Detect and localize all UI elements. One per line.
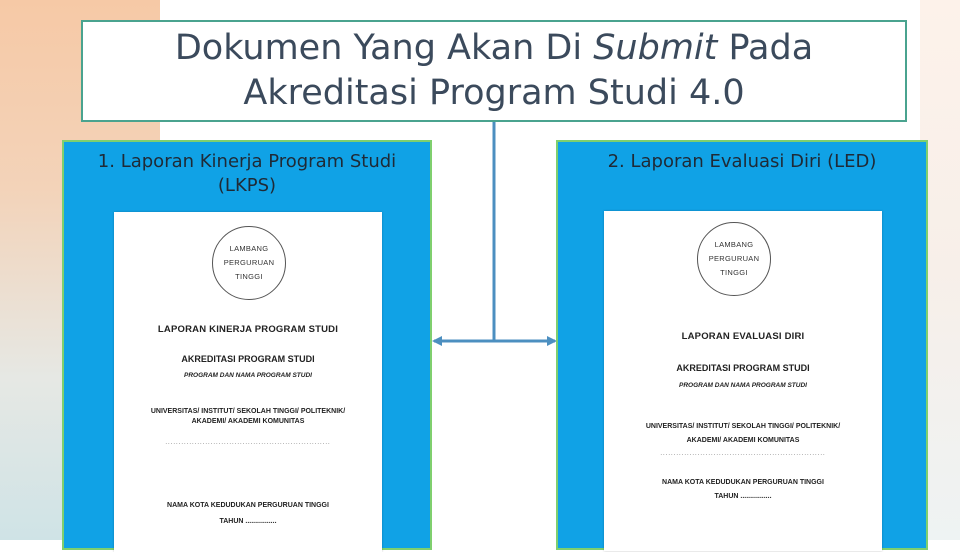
document-subheading: AKREDITASI PROGRAM STUDI <box>181 354 315 364</box>
led-document-cover <box>604 211 882 551</box>
document-institution-line-1: UNIVERSITAS/ INSTITUT/ SEKOLAH TINGGI/ POLITEKNIK/ <box>150 408 346 415</box>
panel-led <box>556 140 928 550</box>
seal-text-line-3: TINGGI <box>720 268 748 277</box>
seal-text-line-2: PERGURUAN <box>223 258 275 267</box>
document-year: TAHUN ................ <box>714 493 772 500</box>
document-subheading: AKREDITASI PROGRAM STUDI <box>676 363 810 373</box>
document-city: NAMA KOTA KEDUDUKAN PERGURUAN TINGGI <box>662 479 824 486</box>
title-box <box>81 20 907 122</box>
seal-text-line-1: LAMBANG <box>714 240 754 249</box>
document-program: PROGRAM DAN NAMA PROGRAM STUDI <box>679 382 807 389</box>
lkps-document-cover <box>114 212 382 552</box>
title-suffix: Pada <box>717 28 814 68</box>
title-line-1 <box>175 26 813 71</box>
document-year: TAHUN ................ <box>219 518 277 525</box>
university-seal-placeholder <box>212 226 286 300</box>
title-italic-word: Submit <box>593 28 718 68</box>
seal-text-line-1: LAMBANG <box>229 244 269 253</box>
document-dotted-line: .............................................................. <box>660 451 826 457</box>
title-line-2: Akreditasi Program Studi 4.0 <box>243 73 745 113</box>
document-institution-line-1: UNIVERSITAS/ INSTITUT/ SEKOLAH TINGGI/ POLITEKNIK/ <box>645 423 841 430</box>
panel-lkps-label: 1. Laporan Kinerja Program Studi (LKPS) <box>97 151 397 196</box>
panel-lkps <box>62 140 432 550</box>
document-heading: LAPORAN KINERJA PROGRAM STUDI <box>157 324 339 335</box>
document-institution-line-2: AKADEMI/ AKADEMI KOMUNITAS <box>191 418 305 425</box>
document-program: PROGRAM DAN NAMA PROGRAM STUDI <box>184 372 312 379</box>
university-seal-placeholder <box>697 222 771 296</box>
title-prefix: Dokumen Yang Akan Di <box>174 28 594 68</box>
document-heading: LAPORAN EVALUASI DIRI <box>681 331 805 342</box>
document-city: NAMA KOTA KEDUDUKAN PERGURUAN TINGGI <box>167 502 329 509</box>
seal-text-line-2: PERGURUAN <box>708 254 760 263</box>
seal-text-line-3: TINGGI <box>235 272 263 281</box>
document-dotted-line: .............................................................. <box>165 440 331 446</box>
document-institution-line-2: AKADEMI/ AKADEMI KOMUNITAS <box>686 437 800 444</box>
panel-led-label: 2. Laporan Evaluasi Diri (LED) <box>607 151 877 172</box>
